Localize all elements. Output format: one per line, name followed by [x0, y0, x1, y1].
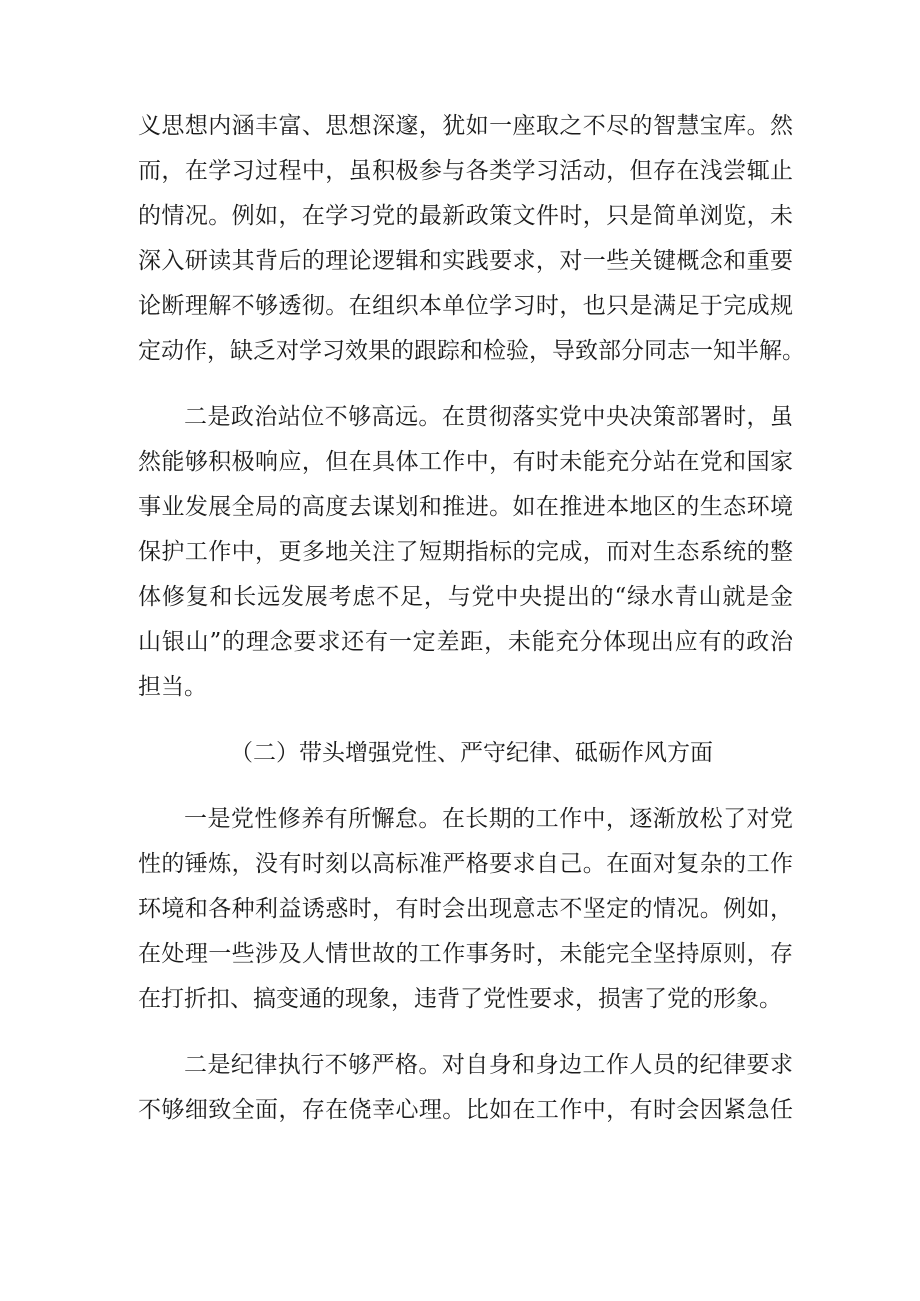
text-line: 义思想内涵丰富、思想深邃，犹如一座取之不尽的智慧宝库。然 — [138, 113, 793, 139]
paragraph-political-stance — [138, 395, 793, 710]
text-line: 环境和各种利益诱惑时，有时会出现意志不坚定的情况。例如， — [138, 896, 793, 922]
text-line: 二是政治站位不够高远。在贯彻落实党中央决策部署时，虽 — [184, 404, 793, 430]
paragraph-theory-study — [138, 104, 805, 374]
text-line: 性的锤炼，没有时刻以高标准严格要求自己。在面对复杂的工作 — [138, 851, 793, 877]
paragraph-party-spirit — [138, 797, 793, 1022]
text-line: 不够细致全面，存在侥幸心理。比如在工作中，有时会因紧急任 — [138, 1097, 793, 1123]
text-line: 在打折扣、搞变通的现象，违背了党性要求，损害了党的形象。 — [138, 986, 782, 1012]
text-line: 而，在学习过程中，虽积极参与各类学习活动，但存在浅尝辄止 — [138, 158, 793, 184]
paragraph-discipline — [138, 1043, 793, 1133]
text-line: 论断理解不够透彻。在组织本单位学习时，也只是满足于完成规 — [138, 293, 793, 319]
text-line: 体修复和长远发展考虑不足，与党中央提出的“绿水青山就是金 — [138, 584, 793, 610]
text-line: 深入研读其背后的理论逻辑和实践要求，对一些关键概念和重要 — [138, 248, 793, 274]
text-line: 保护工作中，更多地关注了短期指标的完成，而对生态系统的整 — [138, 539, 793, 565]
document-body — [138, 104, 805, 1154]
text-line: 然能够积极响应，但在具体工作中，有时未能充分站在党和国家 — [138, 449, 793, 475]
text-line: 担当。 — [138, 674, 207, 700]
text-line: 定动作，缺乏对学习效果的跟踪和检验，导致部分同志一知半解。 — [138, 338, 805, 364]
text-line: 山银山”的理念要求还有一定差距，未能充分体现出应有的政治 — [138, 629, 793, 655]
text-line: 的情况。例如，在学习党的最新政策文件时，只是简单浏览，未 — [138, 203, 793, 229]
text-line: 在处理一些涉及人情世故的工作事务时，未能完全坚持原则，存 — [138, 941, 793, 967]
section-heading: （二）带头增强党性、严守纪律、砥砺作风方面 — [230, 740, 713, 766]
text-line: 二是纪律执行不够严格。对自身和身边工作人员的纪律要求 — [184, 1052, 793, 1078]
text-line: 事业发展全局的高度去谋划和推进。如在推进本地区的生态环境 — [138, 494, 793, 520]
text-line: 一是党性修养有所懈怠。在长期的工作中，逐渐放松了对党 — [184, 806, 793, 832]
